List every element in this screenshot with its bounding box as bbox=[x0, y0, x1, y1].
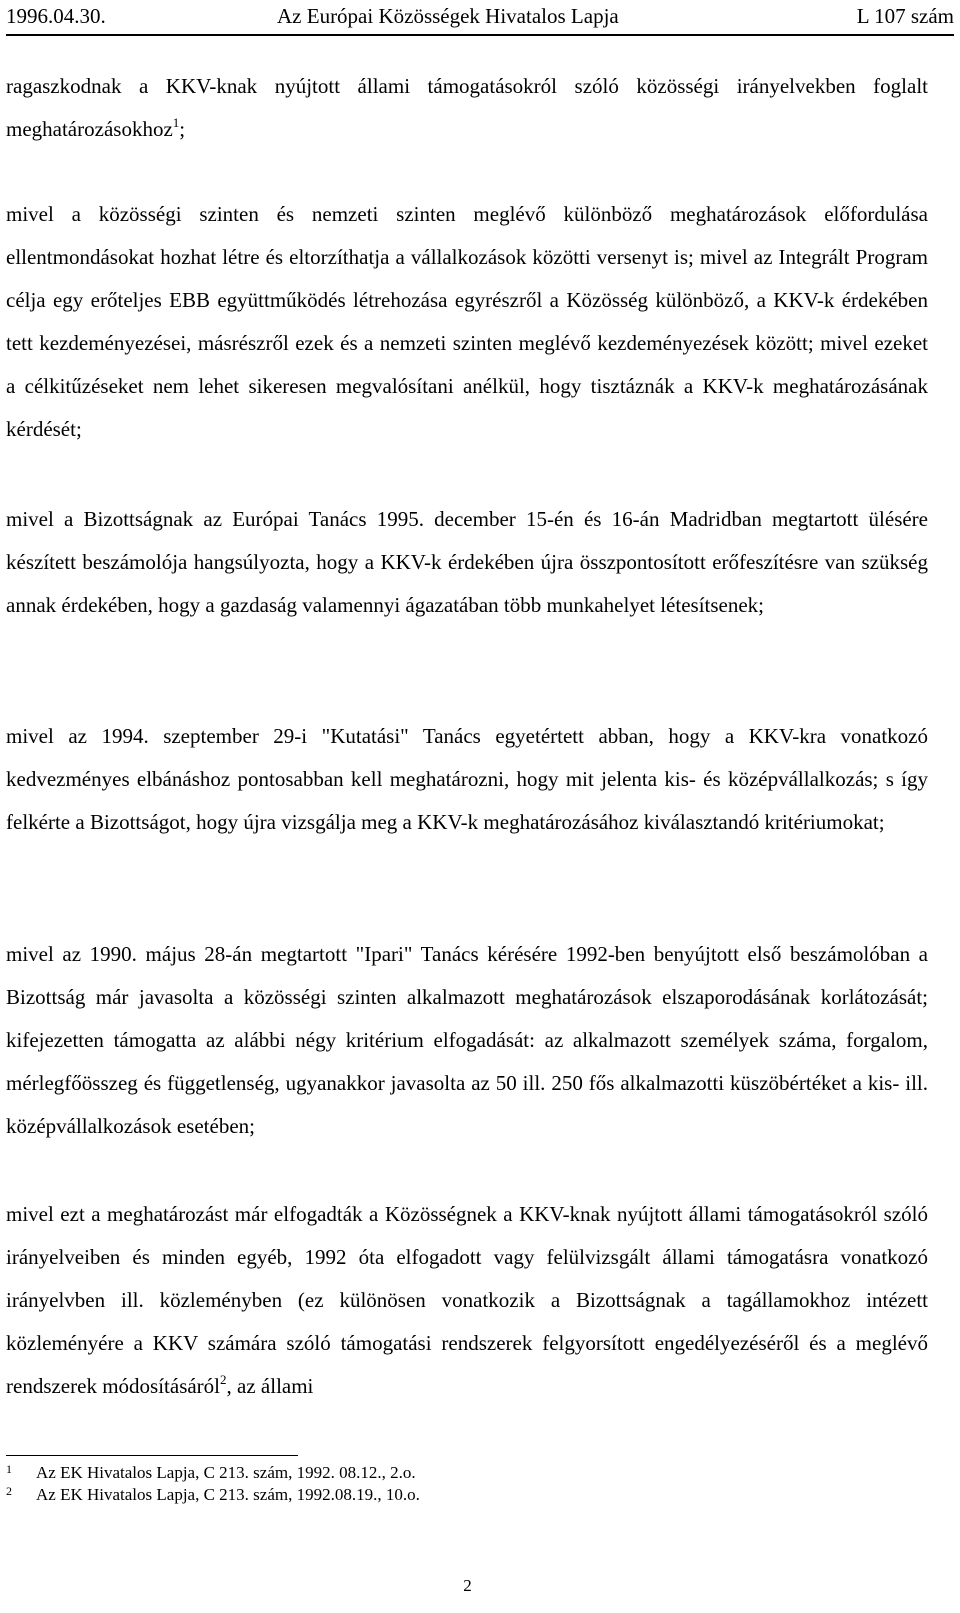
page-number: 2 bbox=[463, 1576, 472, 1595]
paragraph-1 bbox=[6, 65, 928, 151]
footnote-1-number: 1 bbox=[6, 1462, 12, 1476]
paragraph-6-text: mivel ezt a meghatározást már elfogadták a Közösségnek a KKV-knak nyújtott állami támogatásokról szóló irányelveiben és minden egyéb, 1992 óta elfogadott vagy felülvizsgált állami támogatásra vonatkozó irányelvben ill. közleményben (ez különösen vonatkozik a Bizottságnak a tagállamokhoz intézett közleményére a KKV számára szóló támogatási rendszerek felgyorsított engedélyezéséről és a meglévő rendszerek módosításáról bbox=[6, 1202, 928, 1398]
footnote-1 bbox=[6, 1462, 906, 1484]
paragraph-5-text: mivel az 1990. május 28-án megtartott "Ipari" Tanács kérésére 1992-ben benyújtott első beszámolóban a Bizottság már javasolta a közösségi szinten alkalmazott meghatározások elszaporodásának korlátozását; kifejezetten támogatta az alábbi négy kritérium elfogadását: az alkalmazott személyek száma, forgalom, mérlegfőösszeg és függetlenség, ugyanakkor javasolta az 50 ill. 250 fős alkalmazotti küszöbértéket a kis- ill. középvállalkozások esetében; bbox=[6, 942, 928, 1138]
paragraph-6 bbox=[6, 1193, 928, 1408]
paragraph-5 bbox=[6, 933, 928, 1148]
paragraph-4-text: mivel az 1994. szeptember 29-i "Kutatási" Tanács egyetértett abban, hogy a KKV-kra vonatkozó kedvezményes elbánáshoz pontosabban kell meghatározni, hogy mit jelenta kis- és középvállalkozás; s így felkérte a Bizottságot, hogy újra vizsgálja meg a KKV-k meghatározásához kiválasztandó kritériumokat; bbox=[6, 724, 928, 834]
footnote-ref-1: 1 bbox=[172, 115, 180, 130]
paragraph-1-text: ragaszkodnak a KKV-knak nyújtott állami támogatásokról szóló közösségi irányelvekben foglalt meghatározásokhoz bbox=[6, 74, 928, 141]
footnote-2 bbox=[6, 1484, 906, 1506]
footnotes bbox=[6, 1462, 906, 1506]
footnote-2-text: Az EK Hivatalos Lapja, C 213. szám, 1992.08.19., 10.o. bbox=[36, 1485, 420, 1504]
footnote-divider bbox=[6, 1455, 298, 1456]
paragraph-1-end: ; bbox=[179, 117, 186, 141]
paragraph-2 bbox=[6, 193, 928, 451]
footnote-ref-2: 2 bbox=[220, 1372, 227, 1387]
paragraph-3-text: mivel a Bizottságnak az Európai Tanács 1995. december 15-én és 16-án Madridban megtartott ülésére készített beszámolója hangsúlyozta, hogy a KKV-k érdekében újra összpontosított erőfeszítésre van szükség annak érdekében, hogy a gazdaság valamennyi ágazatában több munkahelyet létesítsenek; bbox=[6, 507, 928, 617]
footnote-2-number: 2 bbox=[6, 1484, 12, 1498]
header-journal-title: Az Európai Közösségek Hivatalos Lapja bbox=[277, 4, 619, 28]
paragraph-3 bbox=[6, 498, 928, 627]
paragraph-6-end: , az állami bbox=[226, 1374, 314, 1398]
header-issue-number: L 107 szám bbox=[856, 4, 954, 28]
paragraph-2-text: mivel a közösségi szinten és nemzeti szinten meglévő különböző meghatározások előfordulása ellentmondásokat hozhat létre és eltorzíthatja a vállalkozások közötti versenyt is; mivel az Integrált Program célja egy erőteljes EBB együttműködés létrehozása egyrészről a Közösség különböző, a KKV-k érdekében tett kezdeményezései, másrészről ezek és a nemzeti szinten meglévő kezdeményezések között; mivel ezeket a célkitűzéseket nem lehet sikeresen megvalósítani anélkül, hogy tisztáznák a KKV-k meghatározásának kérdését; bbox=[6, 202, 928, 441]
page-header bbox=[6, 4, 954, 36]
header-date: 1996.04.30. bbox=[6, 4, 106, 28]
footnote-1-text: Az EK Hivatalos Lapja, C 213. szám, 1992. 08.12., 2.o. bbox=[36, 1463, 416, 1482]
paragraph-4 bbox=[6, 715, 928, 844]
